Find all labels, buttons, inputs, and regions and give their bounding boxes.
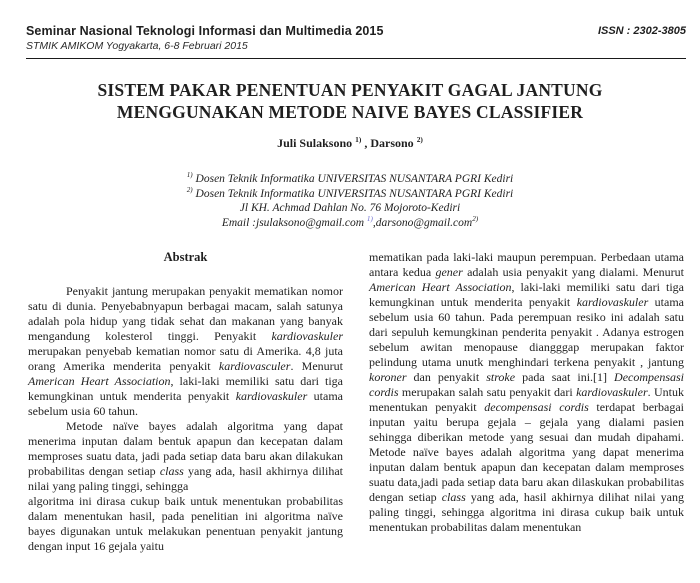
paper-title-line-1: SISTEM PAKAR PENENTUAN PENYAKIT GAGAL JANTUNG — [97, 80, 603, 100]
affiliation-line-1: $^{1)}$ Dosen Teknik Informatika UNIVERSITAS NUSANTARA PGRI Kediri — [186, 171, 514, 185]
affiliation-address: Jl KH. Achmad Dahlan No. 76 Mojoroto-Kediri — [239, 202, 461, 214]
affiliation-line-2: $^{2)}$ Dosen Teknik Informatika UNIVERSITAS NUSANTARA PGRI Kediri — [186, 185, 514, 200]
abstract-paragraph-1: Penyakit jantung merupakan penyakit mematikan nomor satu di dunia. Penyebabnyapun berbagai macam, salah satunya adalah pola hidup yang tidak sehat dan makanan yang banyak mengandung kolesterol tinggi. Penyakit kardiovaskuler merupakan penyebab kematian nomor satu di Amerika. 4,8 juta orang Amerika menderita penyakit kardiovasculer. Menurut American Heart Association, laki-laki memiliki satu dari tiga kemungkinan untuk menderita penyakit kardiovaskuler utama sebelum usia 60 tahun. — [28, 284, 344, 418]
left-column — [28, 250, 343, 554]
article-body — [28, 250, 684, 554]
authors-line: Juli Sulaksono $^{1)}$ , Darsono $^{2)}$ — [277, 135, 423, 150]
conference-venue: STMIK AMIKOM Yogyakarta, 6-8 Februari 2015 — [26, 40, 248, 52]
right-column-paragraph: mematikan pada laki-laki maupun perempuan. Perbedaan utama antara kedua gener adalah usia penyakit yang dialami. Menurut American Heart Association, laki-laki memiliki satu dari tiga kemungkinan untuk menderita penyakit kardiovaskuler utama sebelum usia 60 tahun. Pada perempuan resiko ini adalah satu dari sepuluh kemungkinan penderita penyakit . Adanya estrogen sebelum awitan menopause diangggap merupakan faktor pelindung utama unutk menghindari terkena penyakit , jantung koroner dan penyakit stroke pada saat ini.[1] Decompensasi cordis merupakan salah satu penyakit dari kardiovaskuler. Untuk menentukan penyakit decompensasi cordis terdapat berbagai inputan yaitu berupa gejala – gejala yang dialami pasien sehingga diberikan metode yang sesuai dan mudah dipahami. Metode naïve bayes adalah algoritma yang dapat menerima inputan dalam bentuk apapun dan kecepatan dalam memproses suatu data,jadi pada setiap data baru akan dilaskukan probabilitas dengan setiap class yang ada, hasil akhirnya dilihat nilai yang paling tinggi, sehingga algoritma ini dirasa cukup baik untuk menentukan probabilitas dalam menentukan — [369, 250, 685, 534]
abstract-heading: Abstrak — [163, 250, 208, 264]
header-divider — [26, 58, 686, 59]
page-header — [26, 24, 686, 53]
right-column — [369, 250, 684, 554]
issn-number: ISSN : 2302-3805 — [597, 25, 686, 37]
conference-name: Seminar Nasional Teknologi Informasi dan Multimedia 2015 — [26, 24, 384, 38]
affiliations-block — [0, 172, 700, 230]
paper-title — [0, 79, 700, 123]
abstract-paragraph-2: Metode naïve bayes adalah algoritma yang dapat menerima inputan dalam bentuk apapun dan kecepatan dalam memproses suatu data, jadi pada setiap data baru akan dilakukan probabilitas dengan setiap class yang ada, hasil akhirnya dilihat nilai yang paling tinggi, sehingga algoritma ini dirasa cukup baik untuk menentukan probabilitas dalam menentukan hasil, pada penelitian ini algoritma naïve bayes digunakan untuk melakukan penentuan penyakit jantung dengan input 16 gejala yaitu — [28, 419, 343, 553]
affiliation-email: Email :jsulaksono@gmail.com $^{1)}$,darsono@gmail.com$^{2)}$ — [221, 214, 479, 229]
paper-title-line-2: MENGGUNAKAN METODE NAIVE BAYES CLASSIFIER — [116, 102, 584, 122]
header-left — [26, 24, 384, 53]
